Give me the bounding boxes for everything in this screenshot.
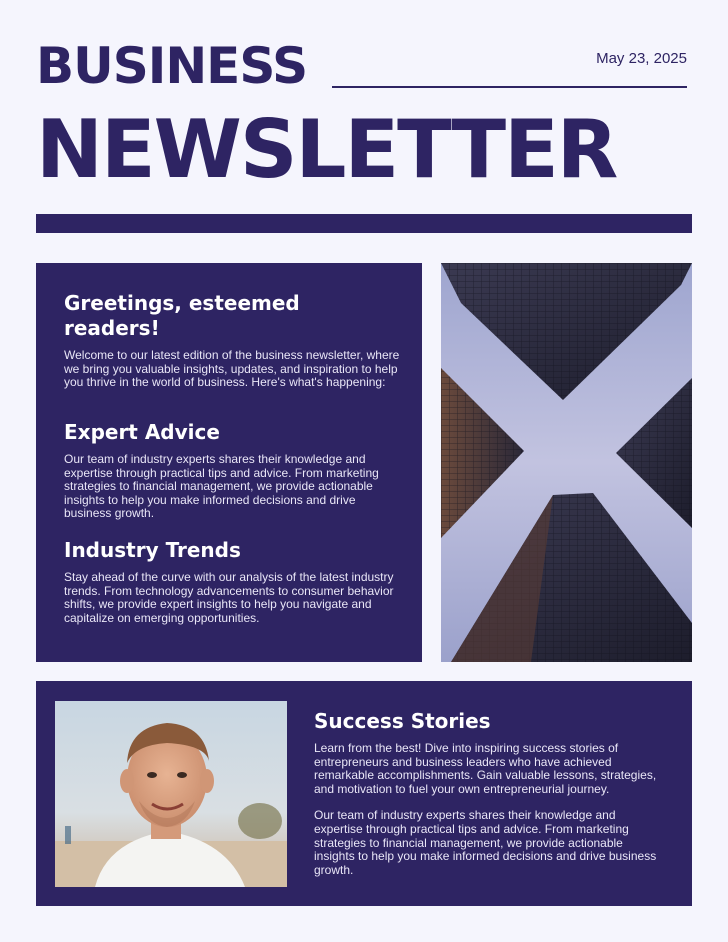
intro-panel: [36, 263, 422, 662]
expert-advice-section: [64, 420, 400, 521]
expert-advice-body: Our team of industry experts shares their knowledge and expertise through practical tips and advice. From marketing strategies to financial management, we provide actionable insights to help you make informed decisions and drive business growth.: [64, 452, 379, 521]
intro-heading-line1: Greetings, esteemed: [64, 291, 300, 315]
date-divider: [332, 86, 687, 88]
masthead-title-main: NEWSLETTER: [36, 103, 617, 196]
skyscrapers-illustration: [441, 263, 692, 662]
success-stories-section: [314, 709, 664, 877]
success-stories-paragraph-2: Our team of industry experts shares their knowledge and expertise through practical tips and advice. From marketing strategies to financial management, we provide actionable insights to help you make informed decisions and drive business growth.: [314, 808, 657, 877]
intro-heading: [64, 291, 400, 341]
intro-body: Welcome to our latest edition of the business newsletter, where we bring you valuable insights, updates, and inspiration to help you thrive in the world of business. Here's what's happening:: [64, 348, 400, 390]
issue-date: May 23, 2025: [596, 50, 687, 67]
success-stories-paragraph-1: Learn from the best! Dive into inspiring success stories of entrepreneurs and business leaders who have achieved remarkable accomplishments. Gain valuable lessons, strategies, and motivation to fuel your own entrepreneurial journey.: [314, 741, 657, 796]
skyscrapers-photo: [441, 263, 692, 662]
expert-advice-heading: Expert Advice: [64, 420, 220, 444]
masthead-title-top: BUSINESS: [36, 37, 308, 95]
industry-trends-body: Stay ahead of the curve with our analysis of the latest industry trends. From technology advancements to consumer behavior shifts, we provide expert insights to help you navigate and capitalize on emerging opportunities.: [64, 570, 394, 625]
success-stories-heading: Success Stories: [314, 709, 491, 733]
portrait-photo: [55, 701, 287, 887]
industry-trends-section: [64, 538, 400, 625]
masthead-divider: [36, 214, 692, 233]
industry-trends-heading: Industry Trends: [64, 538, 241, 562]
portrait-illustration: [55, 701, 287, 887]
intro-section: [64, 291, 400, 390]
intro-heading-line2: readers!: [64, 316, 160, 340]
